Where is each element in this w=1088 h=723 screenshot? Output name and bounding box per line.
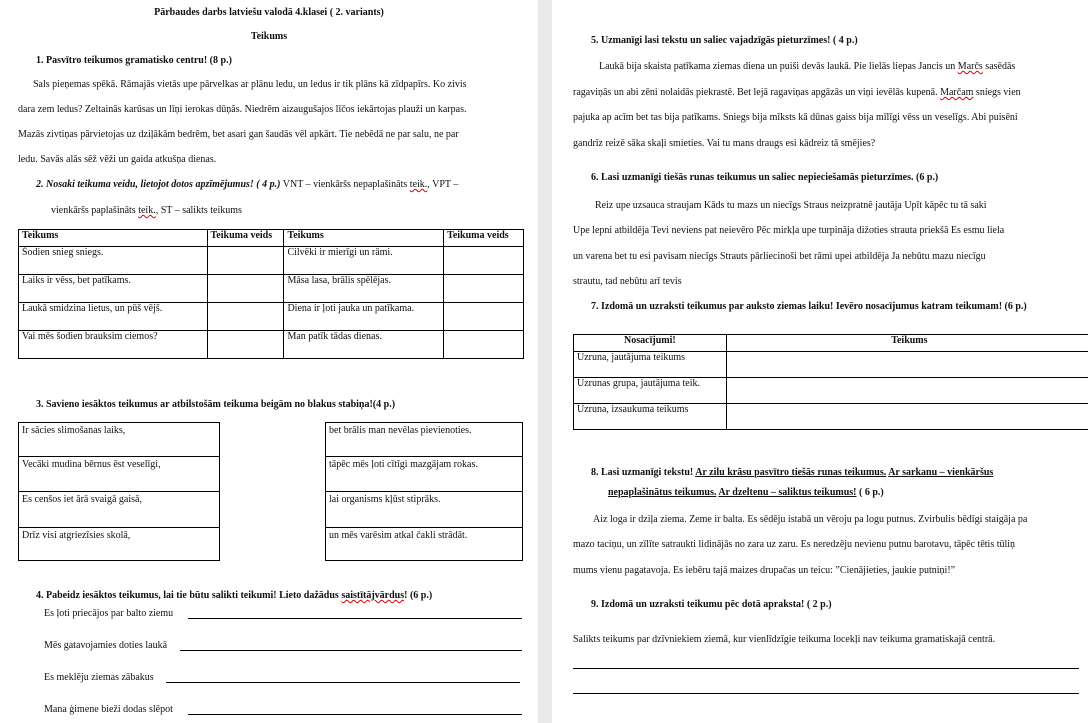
task6-line: un varena bet tu esi pavisam niecīgs Strauts pārliecinoši bet rāmi upei atbildēja Ja nebūtu mazu niecīgu xyxy=(573,251,986,262)
task4-sentence: Mana ģimene bieži dodas slēpot xyxy=(44,704,173,715)
sentence-cell: Man patīk tādas dienas. xyxy=(284,331,444,359)
answer-cell[interactable] xyxy=(444,275,524,303)
answer-line[interactable] xyxy=(166,682,520,683)
task8-line: mazo taciņu, un zīlīte satraukti lidinājās no zara uz zaru. Es neredzēju nevienu putnu barotavu, tāpēc tētis tūliņ xyxy=(573,539,1016,550)
sentence-cell: Šodien snieg sniegs. xyxy=(19,247,208,275)
task1-heading: 1. Pasvītro teikumos gramatisko centru! (8 p.) xyxy=(36,55,232,66)
sentence-start-box[interactable]: Ir sācies slimošanas laiks, xyxy=(18,422,220,457)
task1-line: Sals pieņemas spēkā. Rāmajās vietās upe pārvelkas ar plānu ledu, un ledus ir tik plāns kā zīdpapīrs. Ko zivis xyxy=(33,79,467,90)
task6-line: Upe lepni atbildēja Tevi neviens pat neievēro Pēc mirkļa upe turpināja dižoties strauta priekšā Es esmu liela xyxy=(573,225,1005,236)
table-row xyxy=(19,247,524,275)
sentence-end-box[interactable]: bet brālis man nevēlas pievienoties. xyxy=(325,422,523,457)
task4-heading: 4. Pabeidz iesāktos teikumus, lai tie būtu salikti teikumi! Lieto dažādus saistītājvārdus! (6 p.) xyxy=(36,590,433,601)
answer-cell[interactable] xyxy=(207,247,284,275)
col-header: Teikums xyxy=(726,335,1088,352)
doc-subtitle: Teikums xyxy=(250,31,288,42)
task4-sentence: Mēs gatavojamies doties laukā xyxy=(44,640,168,651)
task1-line: Mazās zivtiņas pārvietojas uz dziļākām bedrēm, bet asari gan šaudās vēl apkārt. Tie nebēdā ne par salu, ne par xyxy=(18,129,459,140)
task8-line: Aiz loga ir dziļa ziema. Zeme ir balta. Es sēdēju istabā un vēroju pa logu putnus. Zvirbulis bēdīgi staigāja pa xyxy=(593,514,1028,525)
task1-line: ledu. Savās alās sēž vēži un gaida atkušņa dienas. xyxy=(18,154,217,165)
sentence-cell: Diena ir ļoti jauka un patīkama. xyxy=(284,303,444,331)
task5-line: ragaviņās un abi zēni nolaidās piekrastē. Bet lejā ragaviņas apgāzās un viņi ievēlās kupenā. Marčam sniegs vien xyxy=(573,87,1021,98)
task5-line: gandrīz reizē sāka skaļi smieties. Vai tu mans draugs esi kādreiz tā smējies? xyxy=(573,138,876,149)
answer-cell[interactable] xyxy=(207,303,284,331)
answer-cell[interactable] xyxy=(444,331,524,359)
task5-heading: 5. Uzmanīgi lasi tekstu un saliec vajadzīgās pieturzīmes! ( 4 p.) xyxy=(591,35,858,46)
table-row xyxy=(19,303,524,331)
task3-heading: 3. Savieno iesāktos teikumus ar atbilstošām teikuma beigām no blakus stabiņa!(4 p.) xyxy=(36,399,396,410)
col-header: Nosacījumi! xyxy=(574,335,727,352)
task5-line: pajuka ap acīm bet tas bija patīkams. Sniegs bija mīksts kā dūnas gaiss bija mīlīgi vēss un veselīgs. Abi puisēni xyxy=(573,112,1018,123)
answer-cell[interactable] xyxy=(726,352,1088,378)
task8-heading: 8. Lasi uzmanīgi tekstu! Ar zilu krāsu pasvītro tiešās runas teikumus. Ar sarkanu – vienkāršus xyxy=(591,467,994,478)
task6-line: Reiz upe uzsauca straujam Kāds tu mazs un niecīgs Straus neizpratnē jautāja Upīt kāpēc tu tā saki xyxy=(595,200,987,211)
col-header: Teikums xyxy=(19,230,208,247)
sentence-end-box[interactable]: lai organisms kļūst stiprāks. xyxy=(325,491,523,528)
task6-line: strautu, tad nebūtu arī tevis xyxy=(573,276,682,287)
answer-cell[interactable] xyxy=(444,247,524,275)
condition-cell: Uzrunas grupa, jautājuma teik. xyxy=(574,378,727,404)
task2-table xyxy=(18,229,524,359)
col-header: Teikums xyxy=(284,230,444,247)
sentence-cell: Māsa lasa, brālis spēlējas. xyxy=(284,275,444,303)
answer-line[interactable] xyxy=(188,618,522,619)
answer-cell[interactable] xyxy=(207,275,284,303)
answer-cell[interactable] xyxy=(726,378,1088,404)
sentence-start-box[interactable]: Es cenšos iet ārā svaigā gaisā, xyxy=(18,491,220,528)
task7-table xyxy=(573,334,1088,430)
page-left xyxy=(0,0,538,723)
sentence-start-box[interactable]: Drīz visi atgriezīsies skolā, xyxy=(18,527,220,561)
task4-sentence: Es ļoti priecājos par balto ziemu xyxy=(44,608,174,619)
task7-heading: 7. Izdomā un uzraksti teikumus par auksto ziemas laiku! Ievēro nosacījumus katram teikumam! (6 p.) xyxy=(591,301,1027,312)
task1-line: dara zem ledus? Zeltainās karūsas un līņi ierokas dūņās. Niedrēm aizaugušajos līčos iekārtojas plauži un karpas. xyxy=(18,104,467,115)
sentence-end-box[interactable]: tāpēc mēs ļoti cītīgi mazgājam rokas. xyxy=(325,456,523,492)
table-row xyxy=(574,352,1088,378)
answer-line[interactable] xyxy=(180,650,522,651)
task5-line: Laukā bija skaista patīkama ziemas diena un puiši devās laukā. Pie lielās liepas Jancis un Marčs sasēdās xyxy=(599,61,1016,72)
sentence-cell: Vai mēs šodien brauksim ciemos? xyxy=(19,331,208,359)
task2-legend: vienkāršs paplašināts teik., ST – salikts teikums xyxy=(51,205,242,216)
answer-line[interactable] xyxy=(573,668,1079,669)
page-right xyxy=(552,0,1088,723)
answer-cell[interactable] xyxy=(726,404,1088,430)
condition-cell: Uzruna, izsaukuma teikums xyxy=(574,404,727,430)
task9-heading: 9. Izdomā un uzraksti teikumu pēc dotā apraksta! ( 2 p.) xyxy=(591,599,832,610)
task9-text: Salikts teikums par dzīvniekiem ziemā, kur vienlīdzīgie teikuma locekļi nav teikuma gramatiskajā centrā. xyxy=(573,634,996,645)
task2-heading: 2. Nosaki teikuma veidu, lietojot dotos apzīmējumus! ( 4 p.) VNT – vienkāršs nepaplašināts teik., VPT – xyxy=(36,179,459,190)
sentence-cell: Laiks ir vēss, bet patīkams. xyxy=(19,275,208,303)
answer-cell[interactable] xyxy=(444,303,524,331)
task8-heading-cont: nepaplašinātus teikumus. Ar dzeltenu – saliktus teikumus! ( 6 p.) xyxy=(608,487,884,498)
sentence-cell: Cilvēki ir mierīgi un rāmi. xyxy=(284,247,444,275)
table-row xyxy=(574,404,1088,430)
col-header: Teikuma veids xyxy=(207,230,284,247)
task4-sentence: Es meklēju ziemas zābakus xyxy=(44,672,154,683)
answer-line[interactable] xyxy=(188,714,522,715)
condition-cell: Uzruna, jautājuma teikums xyxy=(574,352,727,378)
table-row xyxy=(574,378,1088,404)
table-row xyxy=(19,331,524,359)
table-row xyxy=(19,275,524,303)
sentence-cell: Laukā smidzina lietus, un pūš vējš. xyxy=(19,303,208,331)
sentence-end-box[interactable]: un mēs varēsim atkal čakli strādāt. xyxy=(325,527,523,561)
answer-cell[interactable] xyxy=(207,331,284,359)
task6-heading: 6. Lasi uzmanīgi tiešās runas teikumus un saliec nepieciešamās pieturzīmes. (6 p.) xyxy=(591,172,939,183)
col-header: Teikuma veids xyxy=(444,230,524,247)
answer-line[interactable] xyxy=(573,693,1079,694)
sentence-start-box[interactable]: Vecāki mudina bērnus ēst veselīgi, xyxy=(18,456,220,492)
task8-line: mums vienu pagatavoja. Es iebēru tajā maizes drupačas un teicu: ”Cienājieties, jaukie putniņi!” xyxy=(573,565,956,576)
doc-title: Pārbaudes darbs latviešu valodā 4.klasei ( 2. variants) xyxy=(154,7,384,18)
